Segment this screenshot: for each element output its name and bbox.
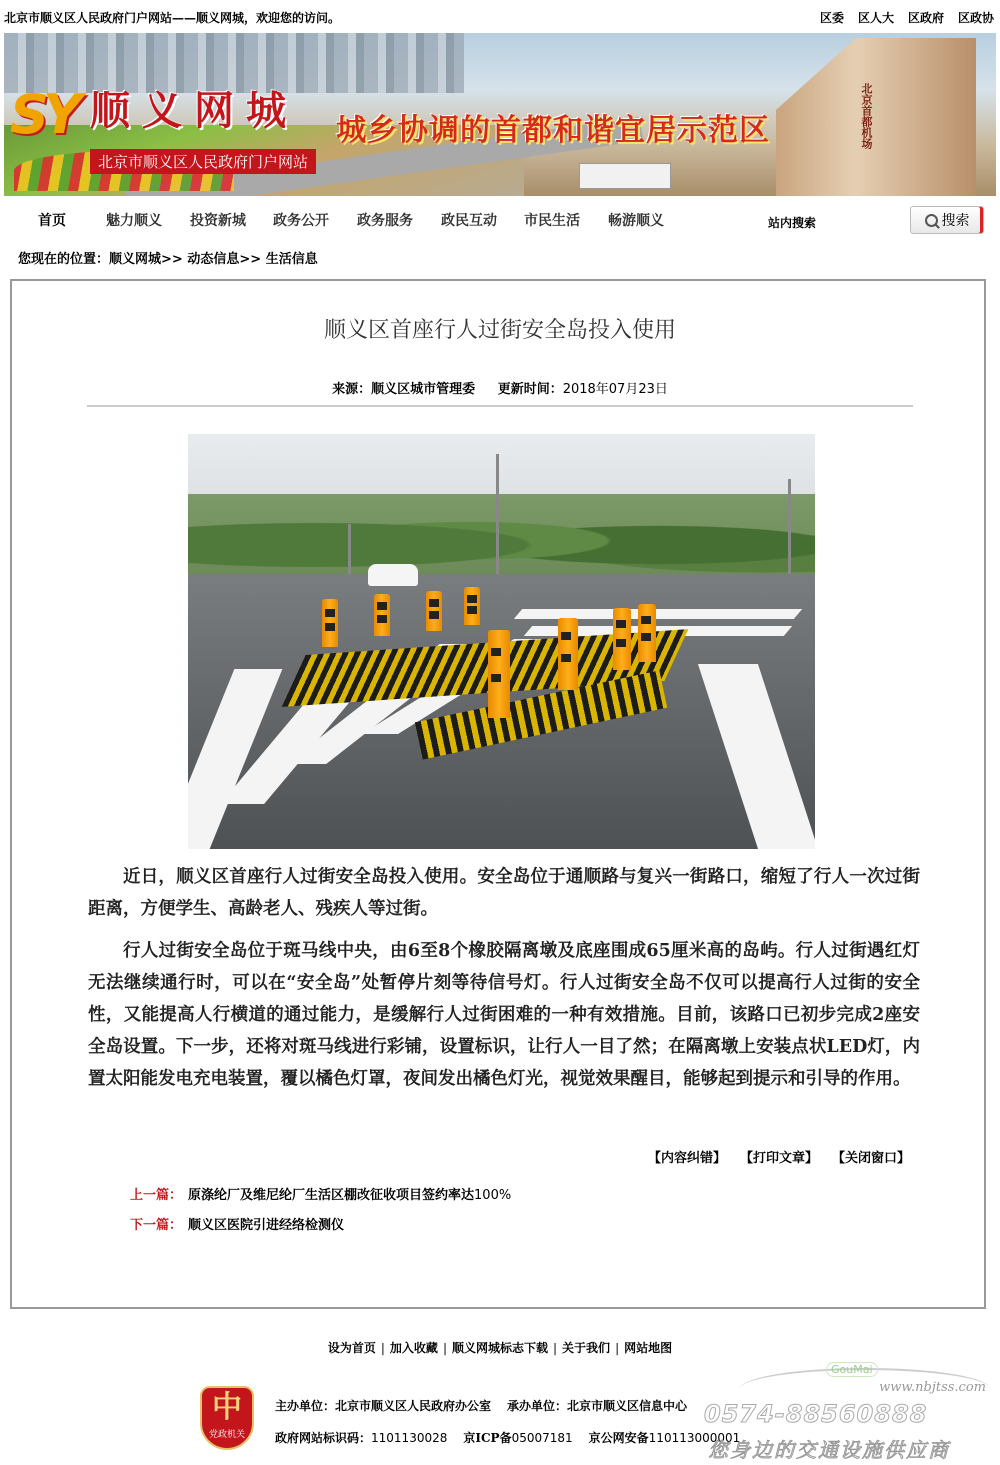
source-label: 来源： xyxy=(332,382,372,397)
site-name: 顺义网城 xyxy=(90,87,298,134)
watermark-phone: 0574-88560888 xyxy=(704,1400,928,1428)
footer-link-logo-download[interactable]: 顺义网城标志下载 xyxy=(451,1341,548,1355)
prev-article-row xyxy=(130,1184,511,1214)
article-paragraph: 近日，顺义区首座行人过街安全岛投入使用。安全岛位于通顺路与复兴一街路口，缩短了行人一次过街距离，方便学生、高龄老人、残疾人等过街。 xyxy=(88,867,920,919)
search-icon xyxy=(925,214,938,227)
top-links xyxy=(820,9,994,26)
emblem-char: 中 xyxy=(212,1390,242,1425)
site-id-label: 政府网站标识码： xyxy=(275,1431,372,1445)
top-link-district-congress[interactable]: 区人大 xyxy=(857,11,894,25)
host-label: 主办单位： xyxy=(275,1399,336,1413)
close-window-link[interactable]: 【关闭窗口】 xyxy=(831,1151,910,1166)
footer-link-about[interactable]: 关于我们 xyxy=(562,1341,611,1355)
photo-signal-pole xyxy=(348,524,351,579)
nav-item-citizen-life[interactable]: 市民生活 xyxy=(524,213,580,229)
article-source: 顺义区城市管理委 xyxy=(371,382,476,397)
nav-item-charm[interactable]: 魅力顺义 xyxy=(106,213,162,229)
footer-link-bookmark[interactable]: 加入收藏 xyxy=(389,1341,438,1355)
footer-host-row xyxy=(275,1390,740,1422)
footer-separator: | xyxy=(553,1341,558,1355)
nav-item-interaction[interactable]: 政民互动 xyxy=(441,213,497,229)
crosswalk-stripe xyxy=(514,609,802,619)
footer-separator: | xyxy=(380,1341,385,1355)
bollard xyxy=(558,618,578,690)
police-label[interactable]: 京公网安备 xyxy=(588,1431,649,1445)
prev-article-percent: 100% xyxy=(474,1188,512,1203)
main-nav xyxy=(0,198,1000,240)
footer-separator: | xyxy=(615,1341,620,1355)
emblem-tag: 党政机关 xyxy=(208,1430,245,1440)
party-government-emblem-icon[interactable] xyxy=(200,1386,254,1450)
banner-gate-label: 北京首都机场 xyxy=(860,83,873,149)
organizer-label: 承办单位： xyxy=(507,1399,568,1413)
site-search-label: 站内搜索 xyxy=(768,216,817,230)
banner-truck xyxy=(579,163,671,189)
bollard xyxy=(322,599,338,647)
top-link-district-committee[interactable]: 区委 xyxy=(819,11,844,25)
banner-gate-building xyxy=(776,38,976,196)
nav-item-gov-services[interactable]: 政务服务 xyxy=(357,213,413,229)
prev-article-title: 原涤纶厂及维尼纶厂生活区棚改征收项目签约率达 xyxy=(188,1188,475,1203)
breadcrumb-prefix: 您现在的位置： xyxy=(18,252,110,267)
nav-item-home[interactable]: 首页 xyxy=(38,213,66,229)
article-container xyxy=(10,279,986,1309)
icp-value[interactable]: 05007181 xyxy=(511,1431,573,1445)
article-body xyxy=(88,861,920,1105)
print-article-link[interactable]: 【打印文章】 xyxy=(739,1151,818,1166)
bollard xyxy=(374,594,390,636)
prev-article-link[interactable] xyxy=(188,1188,511,1203)
breadcrumb xyxy=(18,248,318,267)
photo-lamp-pole xyxy=(496,454,499,584)
footer-info xyxy=(275,1390,740,1454)
nav-item-invest[interactable]: 投资新城 xyxy=(190,213,246,229)
next-article-row xyxy=(130,1214,511,1244)
footer-links xyxy=(0,1339,1000,1356)
site-id-value: 1101130028 xyxy=(371,1431,448,1445)
photo-trees xyxy=(188,494,815,579)
nav-item-gov-affairs[interactable]: 政务公开 xyxy=(273,213,329,229)
search-button[interactable] xyxy=(910,206,984,234)
updated-label: 更新时间： xyxy=(497,382,563,397)
bollard xyxy=(638,604,656,662)
article-title: 顺义区首座行人过街安全岛投入使用 xyxy=(323,318,676,343)
footer-separator: | xyxy=(442,1341,447,1355)
organizer-value: 北京市顺义区信息中心 xyxy=(567,1399,688,1413)
photo-car xyxy=(368,564,418,586)
breadcrumb-item-life[interactable]: 生活信息 xyxy=(265,252,318,267)
breadcrumb-separator: >> xyxy=(161,252,183,267)
site-subtitle: 北京市顺义区人民政府门户网站 xyxy=(90,149,316,174)
breadcrumb-separator: >> xyxy=(239,252,262,267)
next-article-label: 下一篇： xyxy=(130,1218,183,1233)
next-article-link[interactable]: 顺义区医院引进经络检测仪 xyxy=(188,1218,345,1233)
host-value: 北京市顺义区人民政府办公室 xyxy=(335,1399,492,1413)
banner-slogan: 城乡协调的首都和谐宜居示范区 xyxy=(336,113,770,148)
photo-lamp-pole xyxy=(788,479,791,584)
article-paragraph: 行人过街安全岛位于斑马线中央，由6至8个橡胶隔离墩及底座围成65厘米高的岛屿。行人过街遇红灯无法继续通行时，可以在“安全岛”处暂停片刻等待信号灯。行人过街安全岛不仅可以提高行人过街的安全性，又能提高人行横道的通过能力，是缓解行人过街困难的一种有效措施。目前，该路口已初步完成2座安全岛设置。下一步，还将对斑马线进行彩铺，设置标识，让行人一目了然；在隔离墩上安装点状LED灯，内置太阳能发电充电装置，覆以橘色灯罩，夜间发出橘色灯光，视觉效果醒目，能够起到提示和引导的作用。 xyxy=(88,941,920,1089)
top-link-district-government[interactable]: 区政府 xyxy=(907,11,944,25)
breadcrumb-item-home[interactable]: 顺义网城 xyxy=(109,252,162,267)
footer-link-set-home[interactable]: 设为首页 xyxy=(327,1341,376,1355)
article-meta xyxy=(12,378,988,397)
footer-link-sitemap[interactable]: 网站地图 xyxy=(624,1341,673,1355)
footer-record-row xyxy=(275,1422,740,1454)
article-navigation xyxy=(130,1184,511,1244)
prev-article-label: 上一篇： xyxy=(130,1188,183,1203)
meta-divider xyxy=(87,405,913,407)
watermark-url: www.nbjtss.com xyxy=(879,1380,986,1395)
article-actions xyxy=(648,1147,910,1166)
watermark xyxy=(700,1358,996,1464)
bollard xyxy=(613,608,631,670)
police-value[interactable]: 110113000001 xyxy=(648,1431,741,1445)
site-logo-icon[interactable]: SY xyxy=(10,83,76,146)
header-banner xyxy=(4,33,996,196)
watermark-motto: 您身边的交通设施供应商 xyxy=(708,1438,950,1462)
welcome-text: 北京市顺义区人民政府门户网站——顺义网城，欢迎您的访问。 xyxy=(4,11,341,25)
search-button-label: 搜索 xyxy=(941,213,970,229)
bollard xyxy=(488,630,510,718)
bollard xyxy=(426,591,442,631)
article-photo xyxy=(188,434,815,849)
bollard xyxy=(464,587,480,625)
article-date: 2018年07月23日 xyxy=(562,382,668,397)
top-bar xyxy=(0,0,1000,32)
watermark-brand: GouMai xyxy=(826,1362,878,1377)
breadcrumb-item-news[interactable]: 动态信息 xyxy=(187,252,240,267)
report-error-link[interactable]: 【内容纠错】 xyxy=(647,1151,726,1166)
icp-label[interactable]: 京ICP备 xyxy=(463,1431,512,1445)
top-link-district-cppcc[interactable]: 区政协 xyxy=(957,11,994,25)
nav-item-tourism[interactable]: 畅游顺义 xyxy=(608,213,664,229)
